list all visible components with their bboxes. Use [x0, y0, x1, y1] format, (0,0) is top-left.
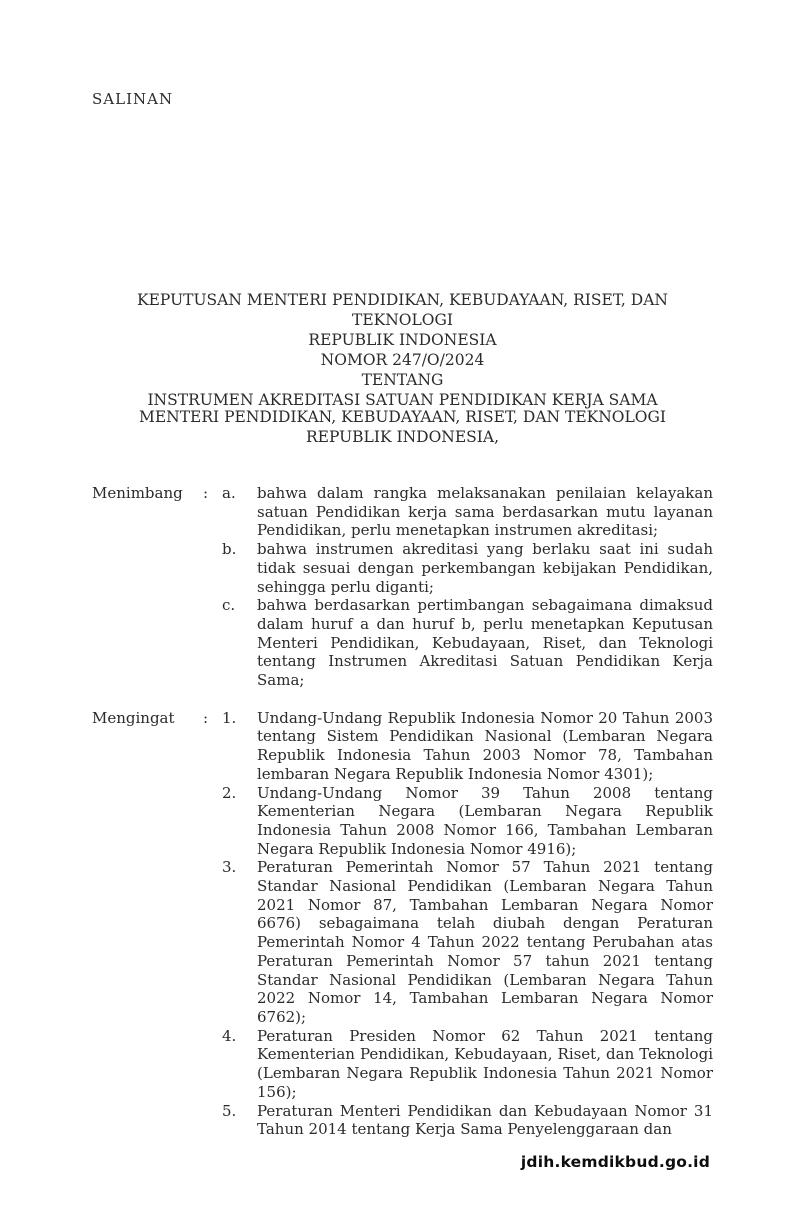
decree-title-tentang: TENTANG [361, 371, 444, 389]
list-item [222, 1027, 713, 1102]
list-item-text: Peraturan Presiden Nomor 62 Tahun 2021 tentang Kementerian Pendidikan, Kebudayaan, Riset, dan Teknologi (Lembaran Negara Republik Indonesia Tahun 2021 Nomor 156); [257, 1026, 713, 1101]
list-item-text: bahwa berdasarkan pertimbangan sebagaimana dimaksud dalam huruf a dan huruf b, perlu menetapkan Keputusan Menteri Pendidikan, Kebudayaan, Riset, dan Teknologi tentang Instrumen Akreditasi Satuan Pendidikan Kerja Sama; [257, 596, 713, 690]
issuer-line-1: MENTERI PENDIDIKAN, KEBUDAYAAN, RISET, DAN TEKNOLOGI [138, 408, 667, 426]
list-item [222, 709, 713, 784]
list-item-marker: 3. [222, 858, 237, 877]
decree-subject: INSTRUMEN AKREDITASI SATUAN PENDIDIKAN KERJA SAMA [147, 391, 658, 409]
list-item-marker: 5. [222, 1101, 237, 1120]
decree-title-block [92, 290, 713, 410]
list-item-text: Undang-Undang Republik Indonesia Nomor 20 Tahun 2003 tentang Sistem Pendidikan Nasional (Lembaran Negara Republik Indonesia Tahun 2003 Nomor 78, Tambahan lembaran Negara Republik Indonesia Nomor 4301); [257, 708, 713, 783]
mengingat-section [92, 709, 713, 1139]
menimbang-items [222, 484, 713, 690]
list-item [222, 484, 713, 540]
list-item-marker: c. [222, 596, 236, 615]
menimbang-section [92, 484, 713, 690]
list-item [222, 784, 713, 859]
jdih-footer-text: jdih.kemdikbud.go.id [520, 1153, 710, 1171]
decree-title-line-1: KEPUTUSAN MENTERI PENDIDIKAN, KEBUDAYAAN, RISET, DAN TEKNOLOGI [137, 291, 668, 329]
list-item-text: bahwa dalam rangka melaksanakan penilaian kelayakan satuan Pendidikan kerja sama berdasarkan mutu layanan Pendidikan, perlu menetapkan instrumen akreditasi; [257, 484, 713, 540]
list-item [222, 858, 713, 1026]
mengingat-items [222, 709, 713, 1139]
list-item-text: Peraturan Menteri Pendidikan dan Kebudayaan Nomor 31 Tahun 2014 tentang Kerja Sama Penyelenggaraan dan [257, 1101, 713, 1139]
menimbang-colon: : [203, 484, 209, 502]
decree-title-line-2: REPUBLIK INDONESIA [308, 331, 497, 349]
mengingat-colon: : [203, 708, 209, 727]
list-item-marker: 1. [222, 708, 237, 727]
menimbang-label: Menimbang [92, 484, 183, 502]
list-item-marker: 4. [222, 1026, 237, 1045]
list-item [222, 540, 713, 596]
list-item-text: Peraturan Pemerintah Nomor 57 Tahun 2021 tentang Standar Nasional Pendidikan (Lembaran Negara Tahun 2021 Nomor 87, Tambahan Lembaran Negara Nomor 6676) sebagaimana telah diubah dengan Peraturan Pemerintah Nomor 4 Tahun 2022 tentang Perubahan atas Peraturan Pemerintah Nomor 57 tahun 2021 tentang Standar Nasional Pendidikan (Lembaran Negara Tahun 2022 Nomor 14, Tambahan Lembaran Negara Nomor 6762); [257, 858, 713, 1026]
list-item-marker: b. [222, 540, 237, 559]
list-item-marker: a. [222, 484, 236, 502]
decree-body [92, 484, 713, 1139]
mengingat-label: Mengingat [92, 708, 175, 727]
list-item [222, 596, 713, 690]
issuer-block [92, 407, 713, 447]
issuer-line-2: REPUBLIK INDONESIA, [305, 428, 500, 446]
list-item [222, 1102, 713, 1139]
list-item-text: Undang-Undang Nomor 39 Tahun 2008 tentang Kementerian Negara (Lembaran Negara Republik Indonesia Tahun 2008 Nomor 166, Tambahan Lembaran Negara Republik Indonesia Nomor 4916); [257, 783, 713, 858]
list-item-text: bahwa instrumen akreditasi yang berlaku saat ini sudah tidak sesuai dengan perkembangan kebijakan Pendidikan, sehingga perlu diganti; [257, 540, 713, 596]
copy-stamp-label: SALINAN [92, 90, 174, 108]
decree-number: NOMOR 247/O/2024 [320, 351, 485, 369]
list-item-marker: 2. [222, 783, 237, 802]
